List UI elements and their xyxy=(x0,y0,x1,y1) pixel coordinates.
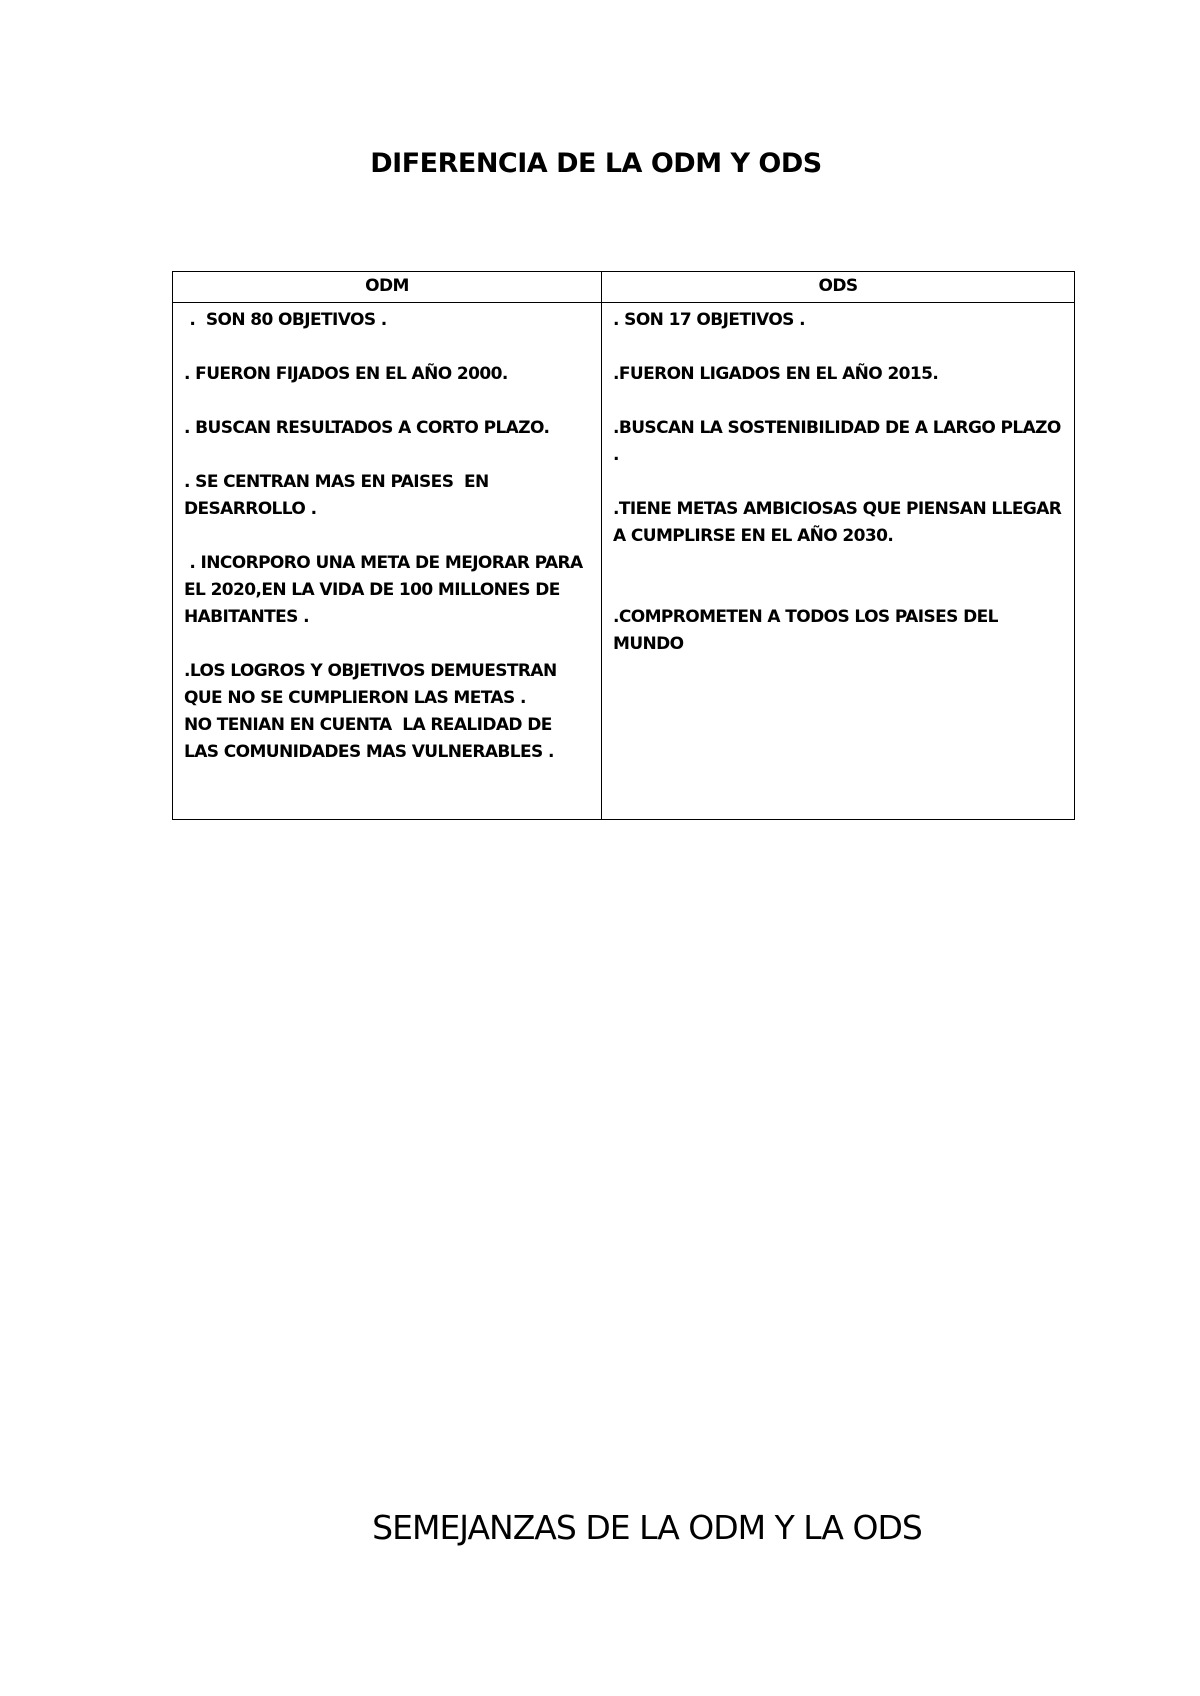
table-header-row xyxy=(173,272,1075,303)
odm-item-short-term: . BUSCAN RESULTADOS A CORTO PLAZO. xyxy=(184,418,550,438)
document-title-text: DIFERENCIA DE LA ODM Y ODS xyxy=(370,148,822,179)
comparison-table xyxy=(172,271,1075,820)
header-odm: ODM xyxy=(173,272,602,303)
document-title xyxy=(0,148,1200,179)
odm-item-developing: . SE CENTRAN MAS EN PAISES EN DESARROLLO . xyxy=(184,472,494,519)
odm-item-objectives: . SON 80 OBJETIVOS . xyxy=(184,310,387,330)
table-row xyxy=(173,303,1075,820)
similarities-heading xyxy=(0,1508,1200,1547)
ods-item-ambitious-goals: .TIENE METAS AMBICIOSAS QUE PIENSAN LLEGAR A CUMPLIRSE EN EL AÑO 2030. xyxy=(613,499,1067,546)
ods-item-commitment: .COMPROMETEN A TODOS LOS PAISES DEL MUNDO xyxy=(613,607,1004,654)
header-ods: ODS xyxy=(602,272,1075,303)
ods-item-objectives: . SON 17 OBJETIVOS . xyxy=(613,310,805,330)
odm-item-year: . FUERON FIJADOS EN EL AÑO 2000. xyxy=(184,364,508,384)
odm-item-goal-2020: . INCORPORO UNA META DE MEJORAR PARA EL 2020,EN LA VIDA DE 100 MILLONES DE HABITANTES . xyxy=(184,553,588,627)
odm-item-achievements: .LOS LOGROS Y OBJETIVOS DEMUESTRAN QUE NO SE CUMPLIERON LAS METAS . NO TENIAN EN CUENTA LA REALIDAD DE LAS COMUNIDADES MAS VULNERABLES . xyxy=(184,661,557,762)
ods-item-sustainability: .BUSCAN LA SOSTENIBILIDAD DE A LARGO PLAZO . xyxy=(613,418,1067,465)
odm-cell xyxy=(173,303,602,820)
similarities-heading-text: SEMEJANZAS DE LA ODM Y LA ODS xyxy=(372,1508,922,1547)
ods-cell xyxy=(602,303,1075,820)
ods-item-year: .FUERON LIGADOS EN EL AÑO 2015. xyxy=(613,364,939,384)
